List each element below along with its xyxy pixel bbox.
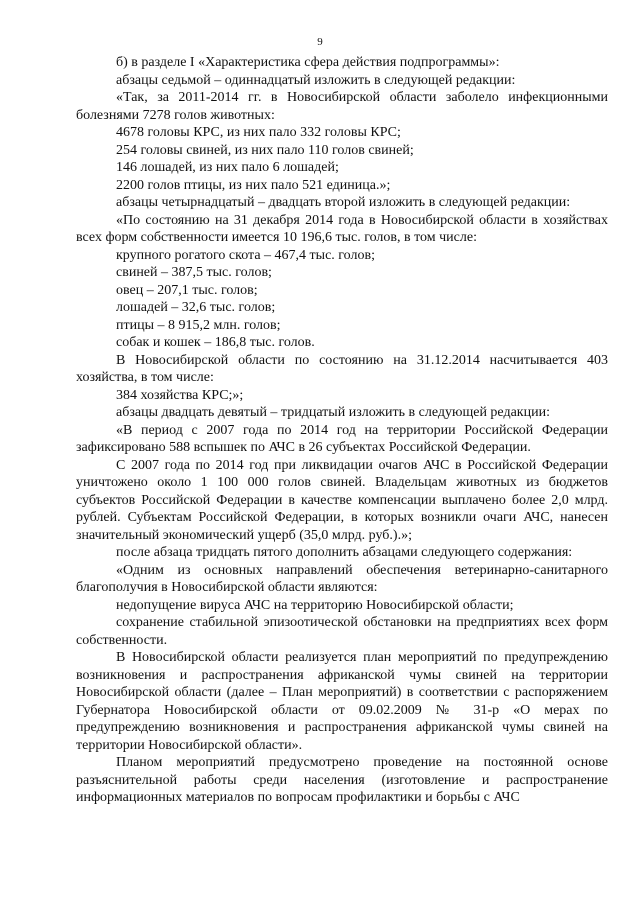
- list-item: свиней – 387,5 тыс. голов;: [116, 265, 272, 280]
- paragraph: абзацы четырнадцатый – двадцать второй изложить в следующей редакции:: [116, 195, 571, 210]
- paragraph: б) в разделе I «Характеристика сфера действия подпрограммы»:: [116, 55, 500, 70]
- paragraph: «Одним из основных направлений обеспечения ветеринарно-санитарного благополучия в Новосибирской области являются:: [76, 562, 608, 595]
- paragraph: «Так, за 2011-2014 гг. в Новосибирской области заболело инфекционными болезнями 7278 голов животных:: [76, 90, 608, 123]
- paragraph: С 2007 года по 2014 год при ликвидации очагов АЧС в Российской Федерации уничтожено около 1 100 000 голов свиней. Владельцам животных из бюджетов субъектов Российской Федерации в качестве компенсации выплачено более 2,0 млрд. рублей. Субъектам Российской Федерации, в которых возникли очаги АЧС, нанесен значительный экономический ущерб (35,0 млрд. руб.).»;: [76, 457, 608, 543]
- list-item: 2200 голов птицы, из них пало 521 единица.»;: [116, 177, 391, 193]
- paragraph: сохранение стабильной эпизоотической обстановки на предприятиях всех форм собственности.: [76, 615, 608, 648]
- paragraph: недопущение вируса АЧС на территорию Новосибирской области;: [116, 597, 514, 613]
- list-item: 254 головы свиней, из них пало 110 голов свиней;: [116, 142, 414, 158]
- paragraph: абзацы двадцать девятый – тридцатый изложить в следующей редакции:: [116, 405, 550, 420]
- page-number: 9: [317, 36, 323, 48]
- list-item: собак и кошек – 186,8 тыс. голов.: [116, 335, 315, 350]
- list-item: лошадей – 32,6 тыс. голов;: [116, 300, 276, 315]
- paragraph: В Новосибирской области по состоянию на 31.12.2014 насчитывается 403 хозяйства, в том числе:: [76, 352, 608, 385]
- paragraph: «В период с 2007 года по 2014 год на территории Российской Федерации зафиксировано 588 вспышек по АЧС в 26 субъектах Российской Федерации.: [76, 422, 608, 455]
- paragraph: «По состоянию на 31 декабря 2014 года в Новосибирской области в хозяйствах всех форм собственности имеется 10 196,6 тыс. голов, в том числе:: [76, 212, 608, 245]
- list-item: 146 лошадей, из них пало 6 лошадей;: [116, 160, 339, 175]
- paragraph: Планом мероприятий предусмотрено проведение на постоянной основе разъяснительной работы среди населения (изготовление и распространение информационных материалов по вопросам профилактики и борьбы с АЧС: [76, 755, 608, 805]
- document-body: [76, 54, 608, 807]
- list-item: овец – 207,1 тыс. голов;: [116, 282, 258, 298]
- list-item: 384 хозяйства КРС;»;: [116, 387, 244, 403]
- paragraph: после абзаца тридцать пятого дополнить абзацами следующего содержания:: [116, 545, 573, 560]
- paragraph: В Новосибирской области реализуется план мероприятий по предупреждению возникновения и распространения африканской чумы свиней на территории Новосибирской области (далее – План мероприятий) в соответствии с распоряжением Губернатора Новосибирской области от 09.02.2009 № 31-р «О мерах по предупреждению возникновения и распространения африканской чумы свиней на территории Новосибирской области».: [76, 650, 608, 753]
- paragraph: абзацы седьмой – одиннадцатый изложить в следующей редакции:: [116, 72, 516, 88]
- list-item: птицы – 8 915,2 млн. голов;: [116, 317, 281, 333]
- list-item: крупного рогатого скота – 467,4 тыс. голов;: [116, 247, 375, 263]
- list-item: 4678 головы КРС, из них пало 332 головы КРС;: [116, 125, 401, 140]
